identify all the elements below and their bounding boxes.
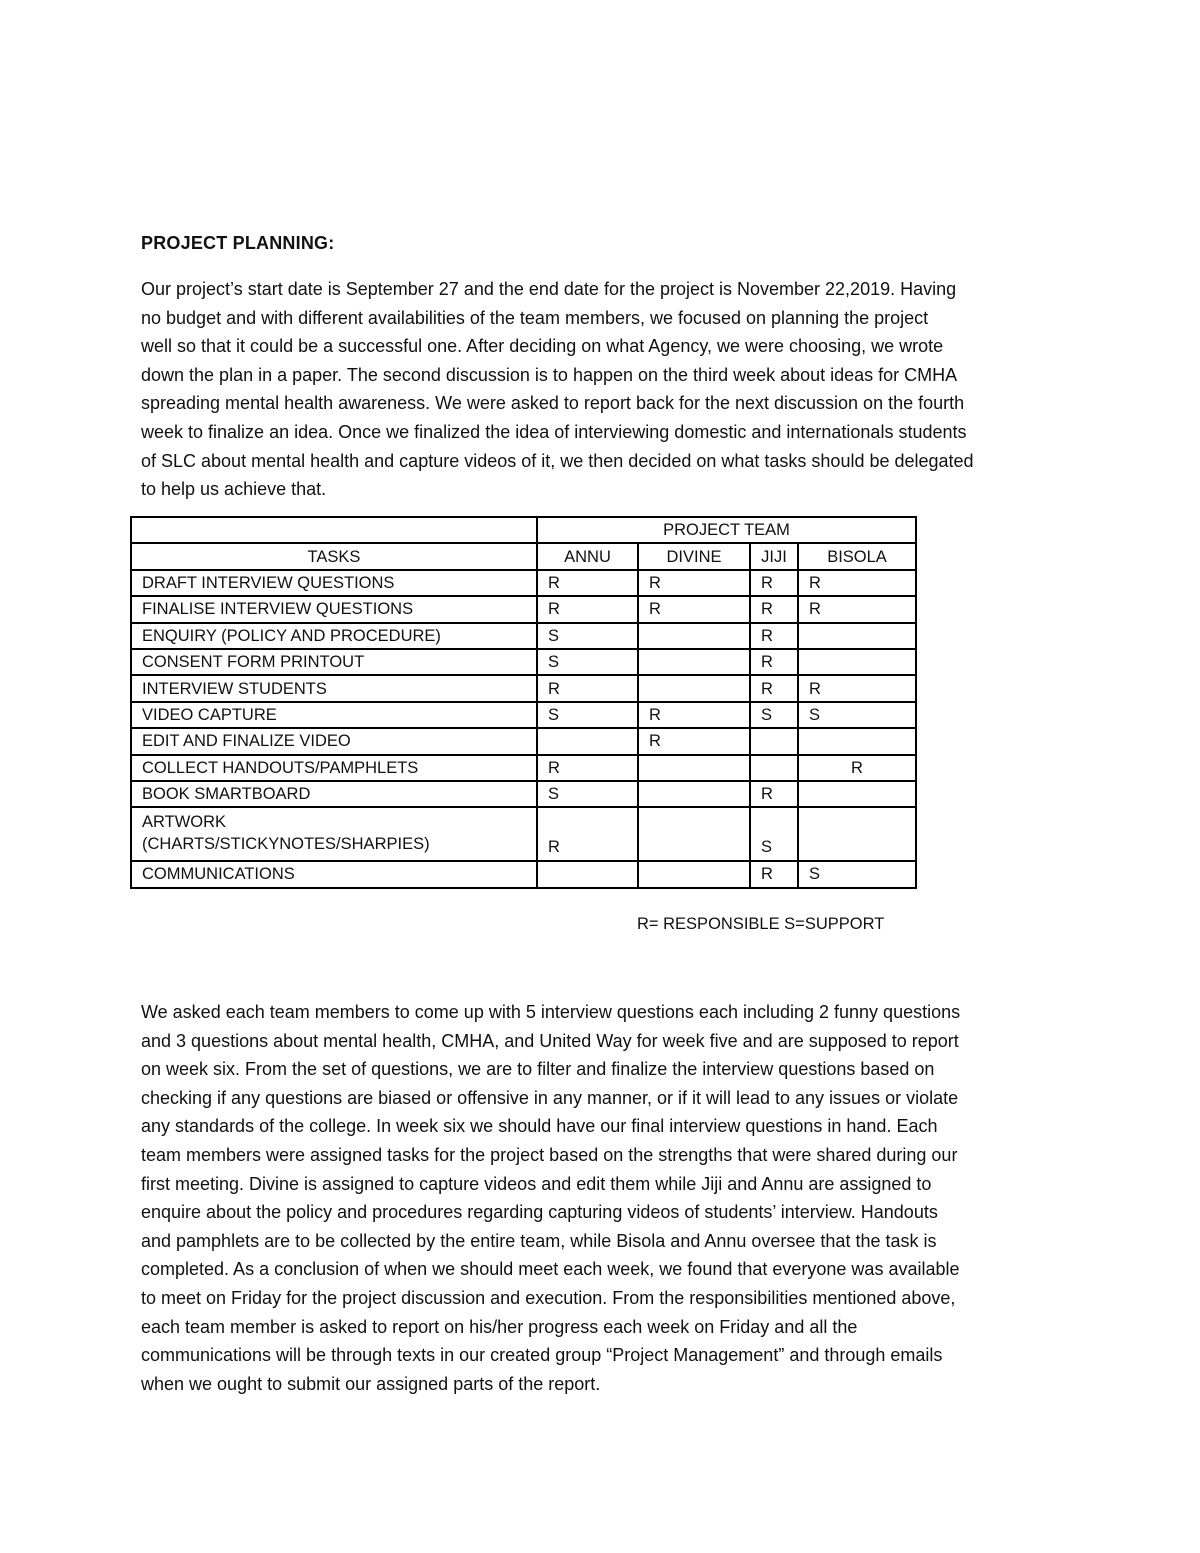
annu-cell bbox=[537, 861, 638, 887]
bisola-cell: S bbox=[798, 702, 916, 728]
jiji-cell: R bbox=[750, 781, 798, 807]
table-row bbox=[131, 649, 916, 675]
bisola-cell bbox=[798, 728, 916, 754]
paragraph-line: when we ought to submit our assigned parts of the report. bbox=[141, 1373, 601, 1394]
annu-cell: R bbox=[537, 596, 638, 622]
task-cell: DRAFT INTERVIEW QUESTIONS bbox=[131, 570, 537, 596]
paragraph-line: down the plan in a paper. The second discussion is to happen on the third week about ideas for CMHA bbox=[141, 364, 958, 385]
paragraph-line: enquire about the policy and procedures regarding capturing videos of students’ interview. Handouts bbox=[141, 1202, 938, 1223]
paragraph-line: to help us achieve that. bbox=[141, 479, 327, 500]
member-header-bisola: BISOLA bbox=[798, 543, 916, 569]
jiji-cell bbox=[750, 728, 798, 754]
divine-cell bbox=[638, 861, 750, 887]
task-line: (CHARTS/STICKYNOTES/SHARPIES) bbox=[142, 835, 430, 854]
annu-cell: R bbox=[537, 675, 638, 701]
table-row bbox=[131, 755, 916, 781]
annu-cell: R bbox=[537, 807, 638, 861]
jiji-cell: R bbox=[750, 861, 798, 887]
divine-cell: R bbox=[638, 570, 750, 596]
annu-cell: S bbox=[537, 623, 638, 649]
paragraph-line: week to finalize an idea. Once we finalized the idea of interviewing domestic and internationals students bbox=[141, 421, 967, 442]
divine-cell bbox=[638, 649, 750, 675]
task-cell: FINALISE INTERVIEW QUESTIONS bbox=[131, 596, 537, 622]
details-paragraph bbox=[141, 998, 1051, 1398]
paragraph-line: and 3 questions about mental health, CMHA, and United Way for week five and are supposed to report bbox=[141, 1030, 959, 1051]
jiji-cell: R bbox=[750, 570, 798, 596]
task-cell: ENQUIRY (POLICY AND PROCEDURE) bbox=[131, 623, 537, 649]
paragraph-line: first meeting. Divine is assigned to capture videos and edit them while Jiji and Annu are assigned to bbox=[141, 1173, 932, 1194]
divine-cell: R bbox=[638, 596, 750, 622]
divine-cell bbox=[638, 755, 750, 781]
paragraph-line: any standards of the college. In week six we should have our final interview questions in hand. Each bbox=[141, 1116, 938, 1137]
paragraph-line: team members were assigned tasks for the project based on the strengths that were shared during our bbox=[141, 1144, 958, 1165]
task-cell: COMMUNICATIONS bbox=[131, 861, 537, 887]
jiji-cell bbox=[750, 755, 798, 781]
divine-cell bbox=[638, 623, 750, 649]
divine-cell bbox=[638, 675, 750, 701]
task-cell: COLLECT HANDOUTS/PAMPHLETS bbox=[131, 755, 537, 781]
member-header-annu: ANNU bbox=[537, 543, 638, 569]
responsibility-table bbox=[130, 516, 917, 889]
bisola-cell: S bbox=[798, 861, 916, 887]
paragraph-line: to meet on Friday for the project discussion and execution. From the responsibilities mentioned above, bbox=[141, 1287, 956, 1308]
tasks-header: TASKS bbox=[131, 543, 537, 569]
paragraph-line: communications will be through texts in our created group “Project Management” and through emails bbox=[141, 1345, 943, 1366]
jiji-cell: R bbox=[750, 649, 798, 675]
table-row bbox=[131, 570, 916, 596]
paragraph-line: We asked each team members to come up with 5 interview questions each including 2 funny questions bbox=[141, 1002, 961, 1022]
intro-paragraph bbox=[141, 275, 1061, 504]
bisola-cell: R bbox=[798, 755, 916, 781]
project-team-header: PROJECT TEAM bbox=[537, 517, 916, 543]
paragraph-line: each team member is asked to report on his/her progress each week on Friday and all the bbox=[141, 1316, 858, 1337]
annu-cell: S bbox=[537, 781, 638, 807]
jiji-cell: S bbox=[750, 702, 798, 728]
task-cell: VIDEO CAPTURE bbox=[131, 702, 537, 728]
bisola-cell: R bbox=[798, 675, 916, 701]
table-header-row bbox=[131, 517, 916, 543]
jiji-cell: R bbox=[750, 623, 798, 649]
paragraph-line: well so that it could be a successful one. After deciding on what Agency, we were choosing, we wrote bbox=[141, 336, 944, 357]
divine-cell bbox=[638, 807, 750, 861]
paragraph-line: completed. As a conclusion of when we should meet each week, we found that everyone was available bbox=[141, 1259, 960, 1280]
task-cell: INTERVIEW STUDENTS bbox=[131, 675, 537, 701]
task-cell: EDIT AND FINALIZE VIDEO bbox=[131, 728, 537, 754]
jiji-cell: R bbox=[750, 596, 798, 622]
page-title: PROJECT PLANNING: bbox=[141, 233, 335, 253]
paragraph-line: spreading mental health awareness. We were asked to report back for the next discussion on the fourth bbox=[141, 393, 965, 414]
table-legend: R= RESPONSIBLE S=SUPPORT bbox=[637, 915, 885, 933]
table-subheader-row bbox=[131, 543, 916, 569]
member-header-divine: DIVINE bbox=[638, 543, 750, 569]
task-cell: CONSENT FORM PRINTOUT bbox=[131, 649, 537, 675]
paragraph-line: on week six. From the set of questions, we are to filter and finalize the interview questions based on bbox=[141, 1059, 935, 1080]
bisola-cell bbox=[798, 649, 916, 675]
annu-cell bbox=[537, 728, 638, 754]
bisola-cell bbox=[798, 781, 916, 807]
table-row bbox=[131, 807, 916, 861]
jiji-cell: R bbox=[750, 675, 798, 701]
task-cell bbox=[131, 807, 537, 861]
annu-cell: S bbox=[537, 702, 638, 728]
task-line: ARTWORK bbox=[142, 813, 227, 832]
divine-cell bbox=[638, 781, 750, 807]
member-header-jiji: JIJI bbox=[750, 543, 798, 569]
table-row bbox=[131, 861, 916, 887]
paragraph-line: checking if any questions are biased or offensive in any manner, or if it will lead to any issues or violate bbox=[141, 1087, 959, 1108]
annu-cell: R bbox=[537, 755, 638, 781]
empty-header-cell bbox=[131, 517, 537, 543]
bisola-cell bbox=[798, 623, 916, 649]
table-row bbox=[131, 728, 916, 754]
paragraph-line: Our project’s start date is September 27 and the end date for the project is November 22,2019. Having bbox=[141, 279, 957, 299]
divine-cell: R bbox=[638, 728, 750, 754]
task-cell: BOOK SMARTBOARD bbox=[131, 781, 537, 807]
table-row bbox=[131, 702, 916, 728]
annu-cell: S bbox=[537, 649, 638, 675]
table-row bbox=[131, 596, 916, 622]
paragraph-line: no budget and with different availabilities of the team members, we focused on planning the project bbox=[141, 307, 929, 328]
bisola-cell: R bbox=[798, 596, 916, 622]
annu-cell: R bbox=[537, 570, 638, 596]
table-row bbox=[131, 675, 916, 701]
paragraph-line: of SLC about mental health and capture videos of it, we then decided on what tasks should be delegated bbox=[141, 450, 974, 471]
divine-cell: R bbox=[638, 702, 750, 728]
jiji-cell: S bbox=[750, 807, 798, 861]
bisola-cell: R bbox=[798, 570, 916, 596]
table-row bbox=[131, 623, 916, 649]
table-row bbox=[131, 781, 916, 807]
paragraph-line: and pamphlets are to be collected by the entire team, while Bisola and Annu oversee that the task is bbox=[141, 1230, 937, 1251]
bisola-cell bbox=[798, 807, 916, 861]
